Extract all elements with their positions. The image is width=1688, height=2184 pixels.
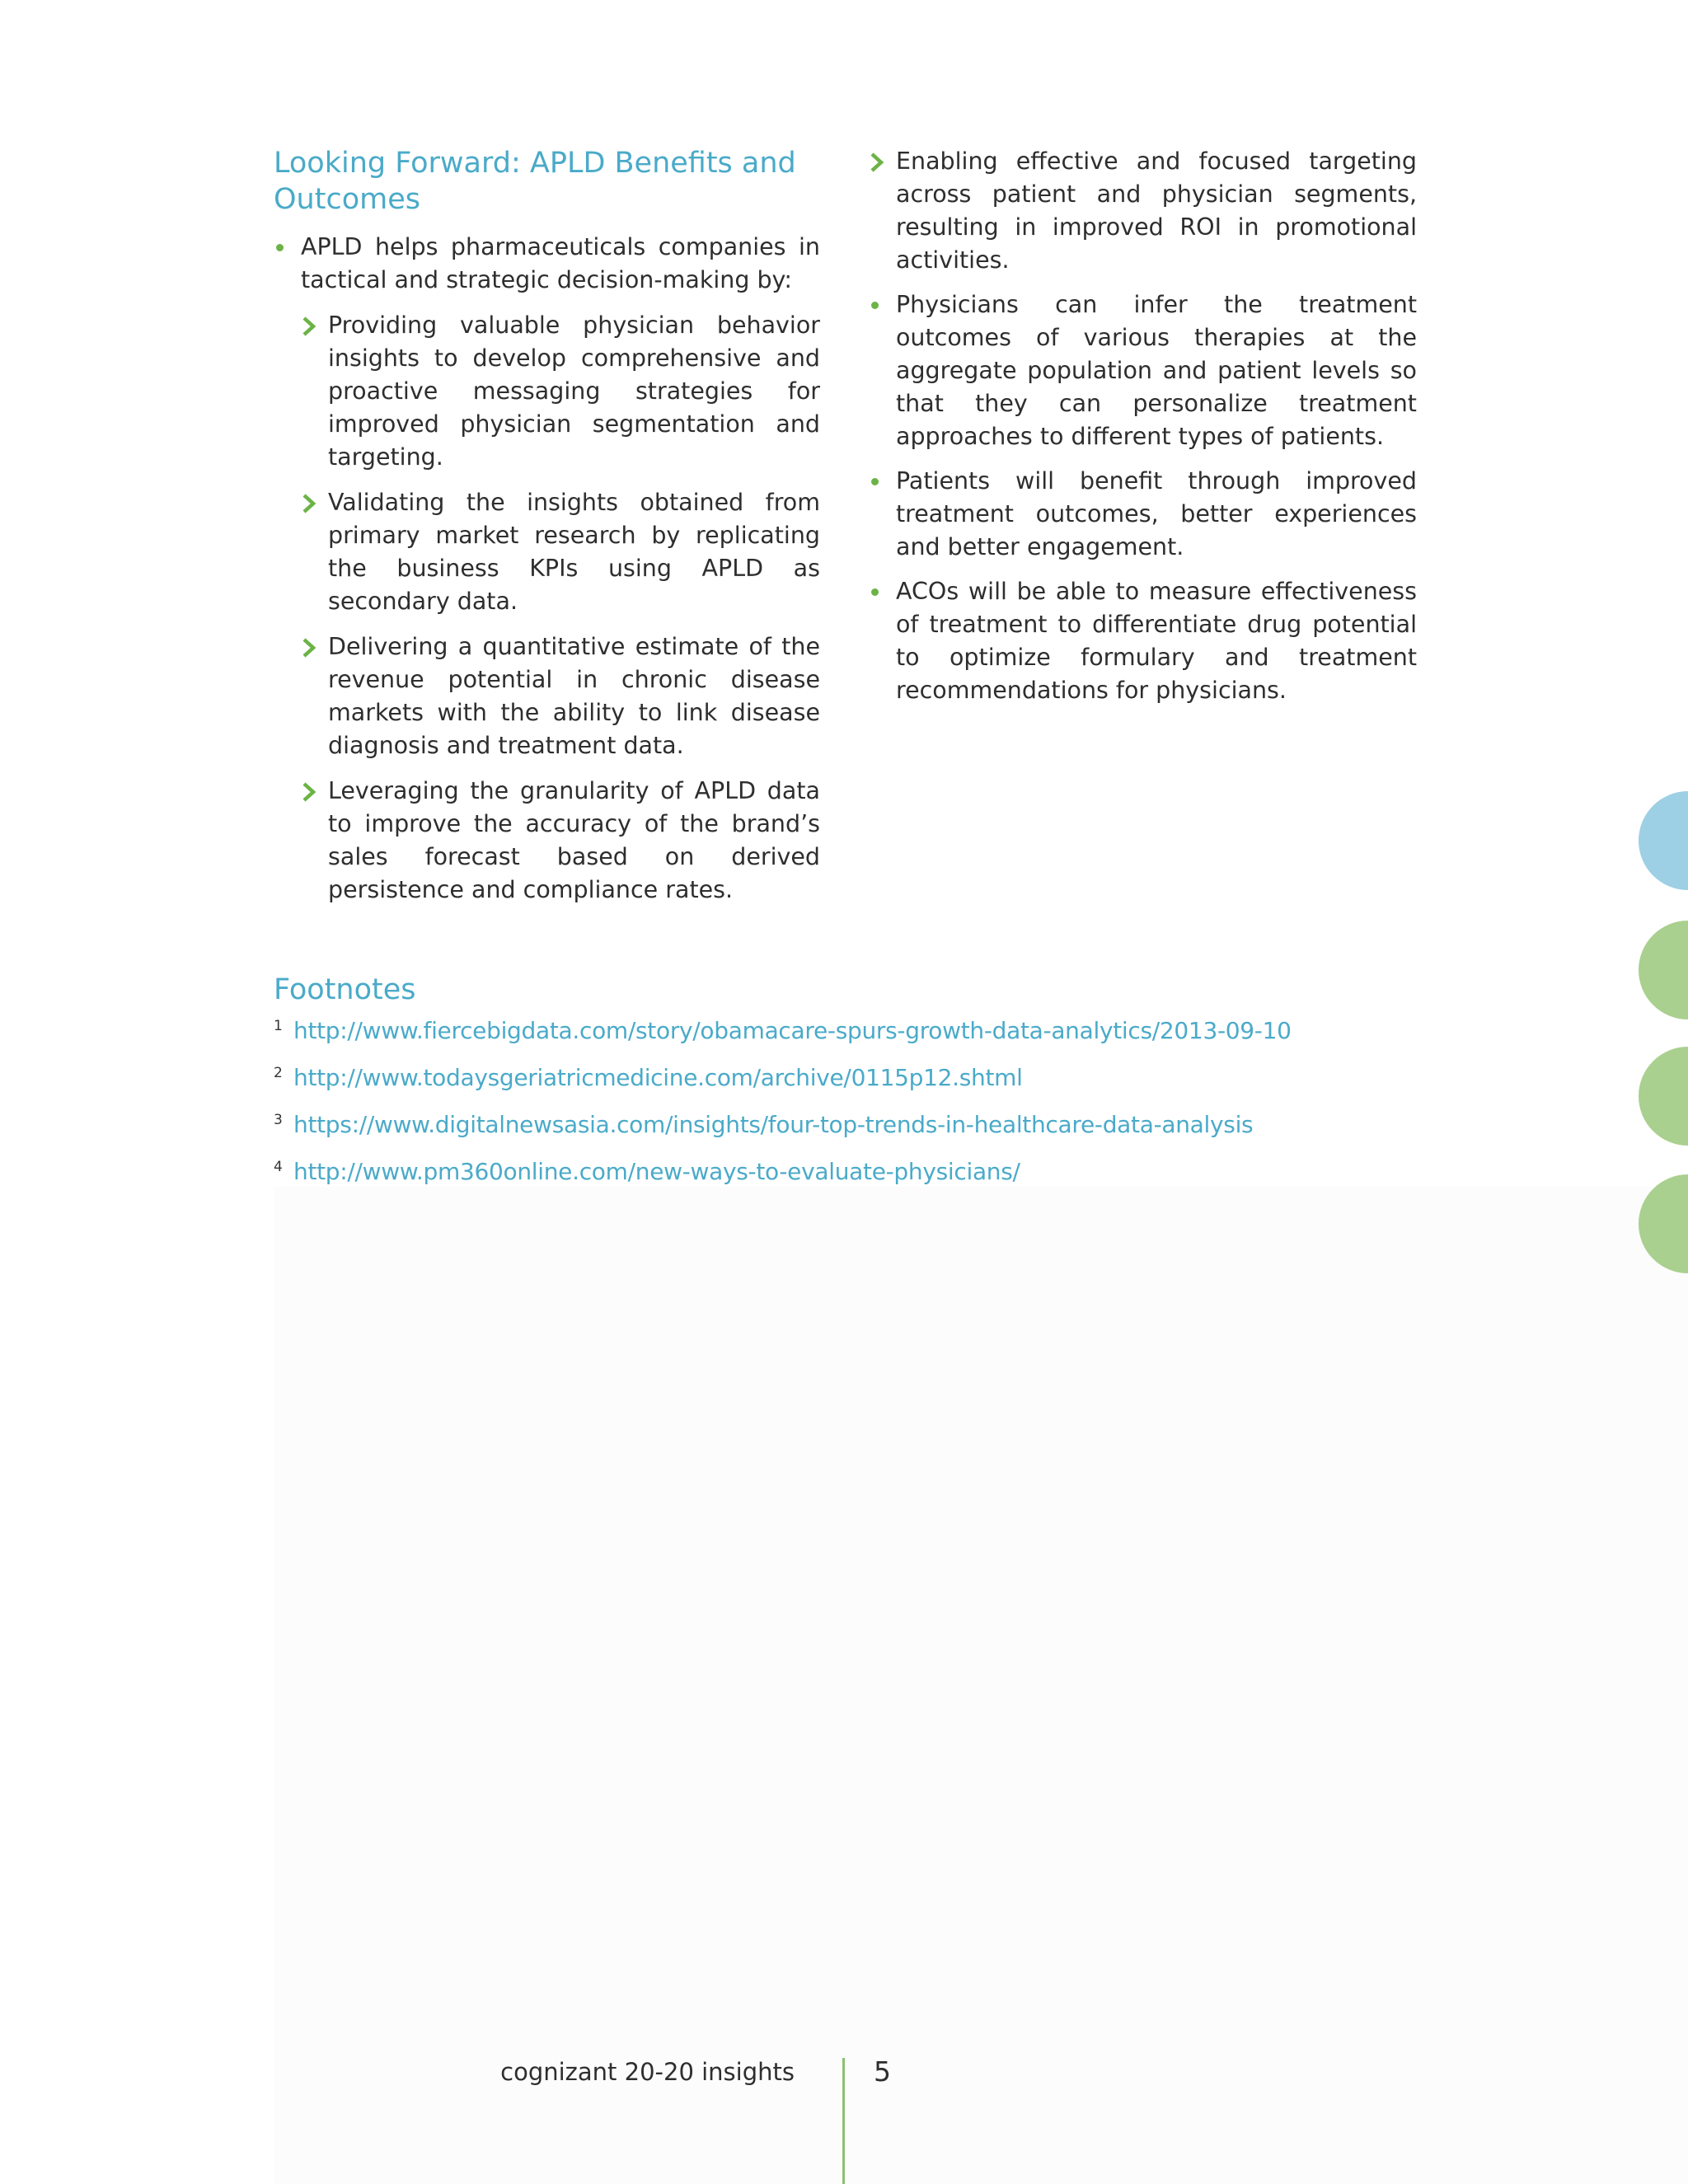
footnote-link[interactable]: https://www.digitalnewsasia.com/insights/four-top-trends-in-healthcare-data-analysis [293, 1111, 1254, 1138]
chevron-right-icon [301, 493, 317, 514]
chevron-right-icon [301, 316, 317, 337]
outcomes-list [869, 288, 1417, 707]
footnotes-title: Footnotes [274, 973, 416, 1006]
chevron-right-icon [301, 781, 317, 803]
footnote [274, 1110, 1345, 1157]
page-background [274, 1187, 1688, 2184]
bullet-text: APLD helps pharmaceuticals companies in tactical and strategic decision-making by: [301, 233, 820, 293]
chevron-right-icon [301, 637, 317, 658]
footnote [274, 1016, 1345, 1063]
bullet-text: Physicians can infer the treatment outcomes of various therapies at the aggregate population and patient levels so that they can personalize treatment approaches to different types of patients. [896, 291, 1417, 450]
left-column [274, 145, 820, 919]
footnote-number: 1 [274, 1018, 283, 1034]
footnote-link[interactable]: http://www.fiercebigdata.com/story/obamacare-spurs-growth-data-analytics/2013-09-10 [293, 1017, 1292, 1044]
footnote [274, 1157, 1345, 1204]
sub-list-item [301, 309, 820, 474]
bullet-text: Patients will benefit through improved treatment outcomes, better experiences and better engagement. [896, 467, 1417, 560]
sub-item-text: Validating the insights obtained from primary market research by replicating the business KPIs using APLD as secondary data. [328, 489, 820, 615]
list-item [869, 575, 1417, 707]
sub-list-continued [869, 145, 1417, 277]
footer-brand: cognizant 20-20 insights [500, 2058, 795, 2086]
bullet-text: ACOs will be able to measure effectiveness of treatment to differentiate drug potential to optimize formulary and treatment recommendations for physicians. [896, 578, 1417, 704]
sub-item-text: Delivering a quantitative estimate of the revenue potential in chronic disease markets with the ability to link disease diagnosis and treatment data. [328, 633, 820, 759]
right-column [869, 145, 1417, 719]
list-item [869, 465, 1417, 564]
bullet-dot-icon [871, 478, 879, 485]
list-item [869, 288, 1417, 453]
sub-item-text: Leveraging the granularity of APLD data to improve the accuracy of the brand’s sales forecast based on derived persistence and compliance rates. [328, 777, 820, 903]
decorative-circle-green [1639, 1047, 1688, 1146]
sub-list-item [301, 775, 820, 907]
footnote [274, 1063, 1345, 1110]
sub-item-text: Providing valuable physician behavior insights to develop comprehensive and proactive messaging strategies for improved physician segmentation and targeting. [328, 312, 820, 471]
list-item [274, 231, 820, 907]
footer-divider [842, 2058, 845, 2184]
decorative-circle-blue [1639, 791, 1688, 890]
bullet-dot-icon [276, 244, 284, 251]
sub-list [301, 309, 820, 907]
benefits-list [274, 231, 820, 907]
sub-list-item [301, 630, 820, 762]
sub-list-item [869, 145, 1417, 277]
decorative-circle-green [1639, 921, 1688, 1019]
sub-item-text: Enabling effective and focused targeting across patient and physician segments, resulting in improved ROI in promotional activities. [896, 148, 1417, 274]
bullet-dot-icon [871, 588, 879, 596]
footnote-link[interactable]: http://www.todaysgeriatricmedicine.com/archive/0115p12.shtml [293, 1064, 1023, 1091]
footnote-number: 3 [274, 1112, 283, 1128]
footnote-number: 2 [274, 1065, 283, 1081]
section-title: Looking Forward: APLD Benefits and Outcomes [274, 147, 796, 216]
bullet-dot-icon [871, 302, 879, 309]
footnotes-section [274, 968, 1345, 1204]
sub-list-item [301, 486, 820, 618]
chevron-right-icon [869, 152, 885, 173]
page-number: 5 [874, 2055, 891, 2088]
footnote-number: 4 [274, 1159, 283, 1175]
footnote-link[interactable]: http://www.pm360online.com/new-ways-to-evaluate-physicians/ [293, 1158, 1020, 1185]
